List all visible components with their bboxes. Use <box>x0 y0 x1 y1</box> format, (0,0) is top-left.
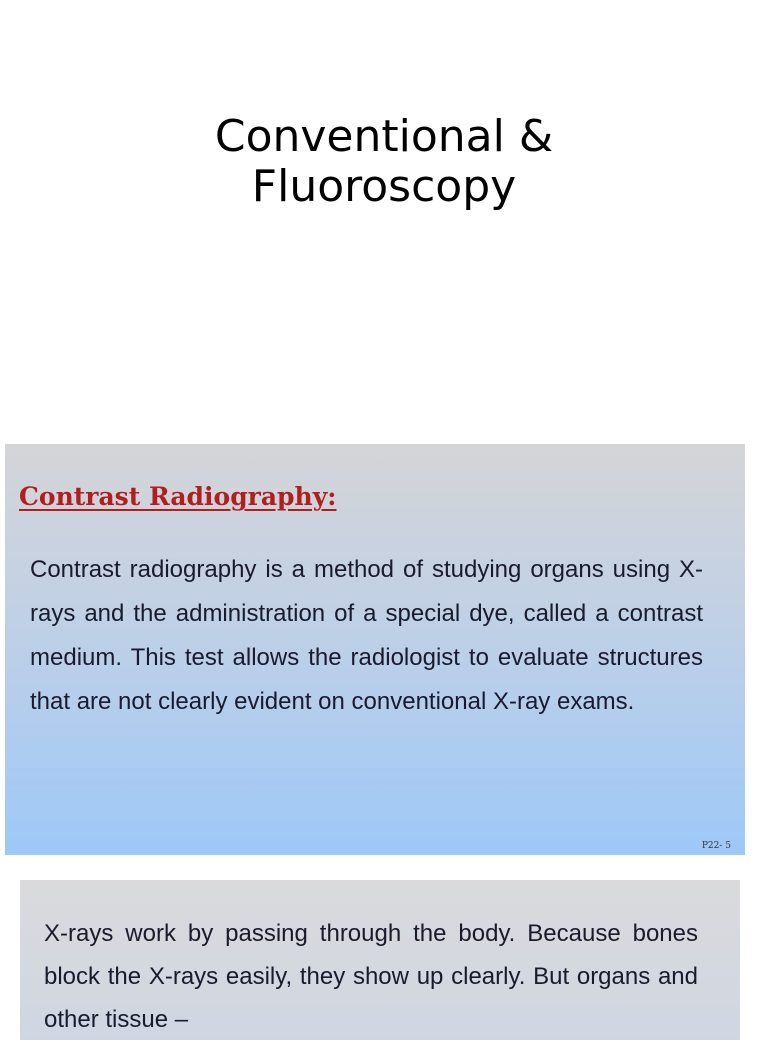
slide-heading: Contrast Radiography: <box>19 482 337 511</box>
slide-page-number: P22- 5 <box>701 841 731 851</box>
page-title-line-1: Conventional & <box>214 111 554 162</box>
page-title <box>0 112 768 212</box>
x-rays-slide <box>20 880 740 1040</box>
page-title-line-2: Fluoroscopy <box>251 161 517 212</box>
slide-body-text: Contrast radiography is a method of studying organs using X-rays and the administration of a special dye, called a contrast medium. This test allows the radiologist to evaluate structures that are not clearly evident on conventional X-ray exams. <box>30 556 703 715</box>
slide-body-text: X-rays work by passing through the body. Because bones block the X-rays easily, they show up clearly. But organs and other tissue – <box>44 920 698 1033</box>
contrast-radiography-slide <box>5 444 745 855</box>
